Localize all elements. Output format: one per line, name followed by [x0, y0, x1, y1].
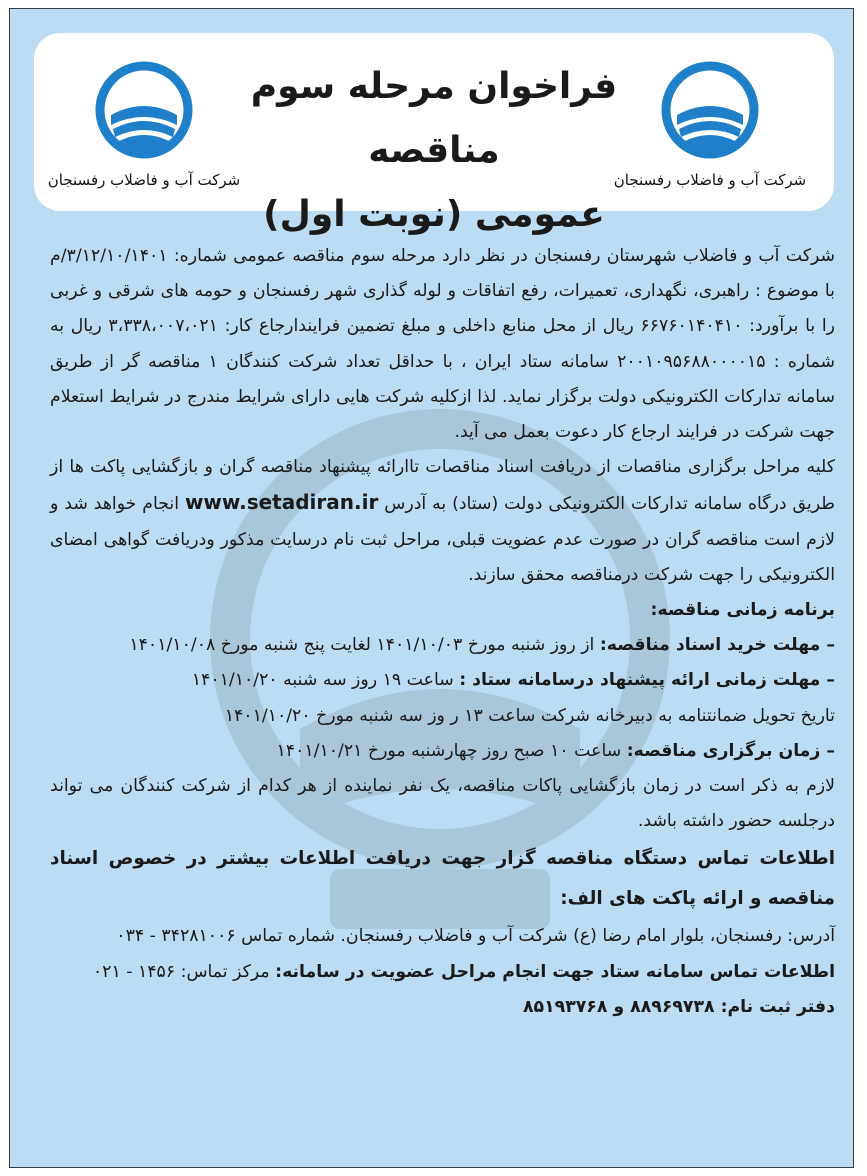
submission-deadline-label: – مهلت زمانی ارائه پیشنهاد درسامانه ستاد :: [459, 670, 835, 691]
opening-text: ساعت ۱۰ صبح روز چهارشنبه مورخ ۱۴۰۱/۱۰/۲۱: [276, 740, 627, 761]
purchase-deadline-text: از روز شنبه مورخ ۱۴۰۱/۱۰/۰۳ لغایت پنج شنبه مورخ ۱۴۰۱/۱۰/۰۸: [129, 635, 600, 656]
announcement-body: [50, 239, 835, 1025]
water-drop-icon: [655, 55, 765, 165]
header-panel: [34, 33, 834, 235]
procedure-text-start: کلیه مراحل برگزاری مناقصات از دریافت اسناد مناقصات تاارائه پیشنهاد مناقصه گران و بازگشایی پاکت ها از طریق درگاه سامانه تدارکات الکترونیکی دولت (ستاد) به آدرس: [50, 457, 836, 515]
opening-label: – زمان برگزاری مناقصه:: [626, 740, 835, 761]
logo-caption-left: شرکت آب و فاضلاب رفسنجان: [47, 171, 241, 189]
title-line-2: عمومی (نوبت اول): [263, 194, 605, 235]
announcement-frame: [9, 8, 854, 1168]
schedule-item-submission: [50, 663, 835, 698]
purchase-deadline-label: – مهلت خرید اسناد مناقصه:: [599, 635, 835, 656]
procedure-text-end: انجام خواهد شد و لازم است مناقصه گران در صورت عدم عضویت قبلی، مراحل ثبت نام درسایت مذکور ودریافت گواهی امضای الکترونیکی را جهت شرکت درمناقصه محقق سازند.: [50, 494, 835, 585]
attendance-note: لازم به ذکر است در زمان بازگشایی پاکات مناقصه، یک نفر نماینده از هر کدام از شرکت کنندگان می تواند درجلسه حضور داشته باشد.: [50, 776, 835, 832]
company-logo-left: [34, 55, 254, 189]
water-drop-icon: [89, 55, 199, 165]
setad-contact: [50, 955, 835, 990]
setad-contact-text: مرکز تماس: ۱۴۵۶ - ۰۲۱: [92, 961, 276, 982]
guarantee-delivery: تاریخ تحویل ضمانتنامه به دبیرخانه شرکت ساعت ۱۳ ر وز سه شنبه مورخ ۱۴۰۱/۱۰/۲۰: [224, 705, 835, 726]
schedule-heading: برنامه زمانی مناقصه:: [650, 600, 835, 621]
logo-caption-right: شرکت آب و فاضلاب رفسنجان: [613, 171, 807, 189]
submission-deadline-text: ساعت ۱۹ روز سه شنبه ۱۴۰۱/۱۰/۲۰: [191, 670, 460, 691]
schedule-item-opening: [50, 734, 835, 769]
address-line: آدرس: رفسنجان، بلوار امام رضا (ع) شرکت آب و فاضلاب رفسنجان. شماره تماس ۳۴۲۸۱۰۰۶ - ۰۳۴: [116, 926, 835, 947]
schedule-item-purchase: [50, 628, 835, 663]
announcement-title: [214, 55, 654, 247]
setadiran-link[interactable]: www.setadiran.ir: [184, 490, 379, 515]
intro-paragraph: شرکت آب و فاضلاب شهرستان رفسنجان در نظر دارد مرحله سوم مناقصه عمومی شماره: ۳/۱۲/۱۰/۱۴۰۱/م با موضوع : راهبری، نگهداری، تعمیرات، رفع اتفاقات و لوله گذاری شهر رفسنجان و حومه های شرقی و غربی را با برآورد: ۶۶۷۶۰۱۴۰۴۱۰ ریال از محل منابع داخلی و مبلغ تضمین فرایندارجاع کار: ۳،۳۳۸،۰۰۷،۰۲۱ ریال به شماره : ۲۰۰۱۰۹۵۶۸۸۰۰۰۰۱۵ سامانه ستاد ایران ، با حداقل تعداد شرکت کنندگان ۱ مناقصه گر از طریق سامانه تدارکات الکترونیکی دولت برگزار نماید. لذا ازکلیه شرکت هایی دارای شرایط مندرج در شرایط استعلام جهت شرکت در فرایند ارجاع کار دعوت بعمل می آید.: [50, 246, 836, 443]
contact-heading: اطلاعات تماس دستگاه مناقصه گزار جهت دریافت اطلاعات بیشتر در خصوص اسناد مناقصه و ارائه پاکت های الف:: [50, 848, 835, 910]
procedure-paragraph: [50, 450, 835, 593]
title-line-1: فراخوان مرحله سوم مناقصه: [250, 66, 618, 171]
setad-contact-label: اطلاعات تماس سامانه ستاد جهت انجام مراحل عضویت در سامانه:: [275, 961, 835, 982]
registry-office: دفتر ثبت نام: ۸۸۹۶۹۷۳۸ و ۸۵۱۹۳۷۶۸: [523, 996, 835, 1017]
